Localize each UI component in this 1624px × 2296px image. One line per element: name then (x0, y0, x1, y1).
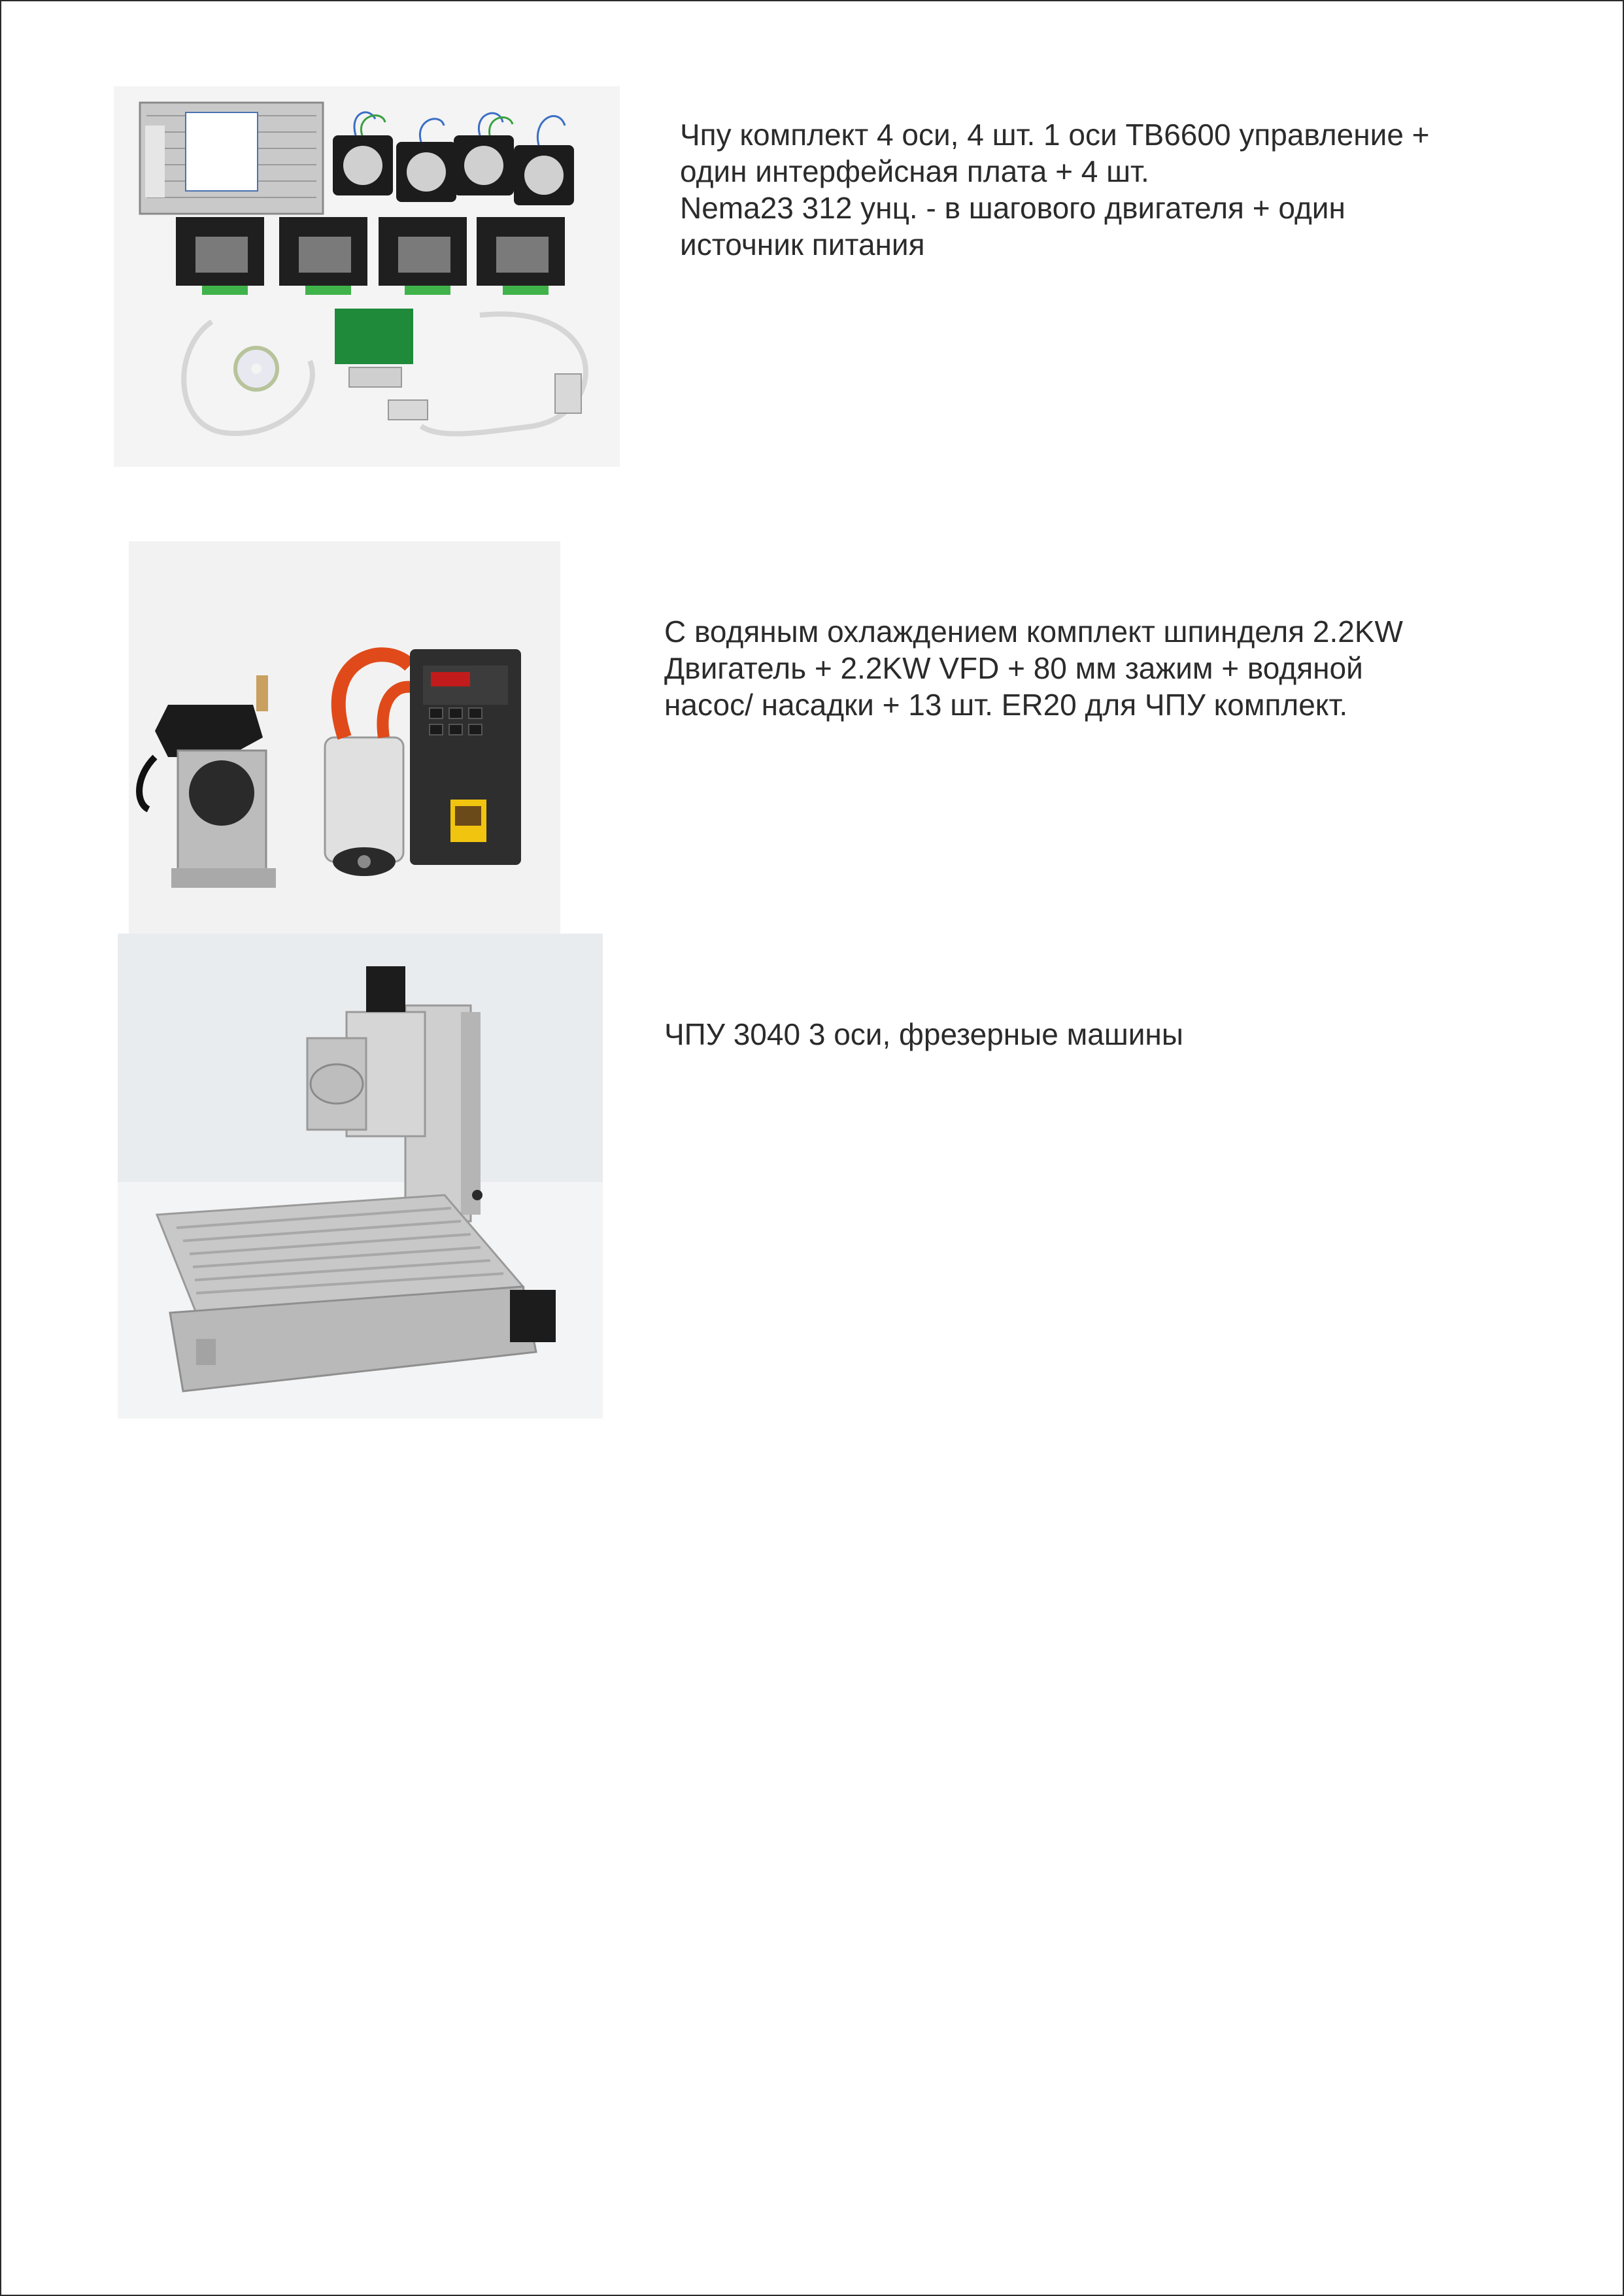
description-line: С водяным охлаждением комплект шпинделя 2.2KW (664, 615, 1403, 649)
description-line: Двигатель + 2.2KW VFD + 80 мм зажим + водяной (664, 651, 1363, 685)
spindle-kit-illustration (129, 541, 560, 934)
product-description-cnc-kit (680, 116, 1430, 263)
description-line: ЧПУ 3040 3 оси, фрезерные машины (664, 1017, 1183, 1051)
product-description-spindle-kit (664, 613, 1403, 723)
description-line: Чпу комплект 4 оси, 4 шт. 1 оси TB6600 управление + (680, 118, 1430, 152)
cnc-kit-illustration (114, 86, 620, 467)
product-image-spindle-kit (129, 541, 560, 934)
cnc-3040-illustration (118, 934, 603, 1419)
product-image-cnc-kit (114, 86, 620, 467)
description-line: насос/ насадки + 13 шт. ER20 для ЧПУ комплект. (664, 688, 1348, 722)
product-description-cnc-3040 (664, 1016, 1183, 1053)
description-line: один интерфейсная плата + 4 шт. (680, 154, 1149, 188)
product-image-cnc-3040 (118, 934, 603, 1419)
description-line: Nema23 312 унц. - в шагового двигателя + один (680, 191, 1345, 225)
description-line: источник питания (680, 228, 925, 262)
